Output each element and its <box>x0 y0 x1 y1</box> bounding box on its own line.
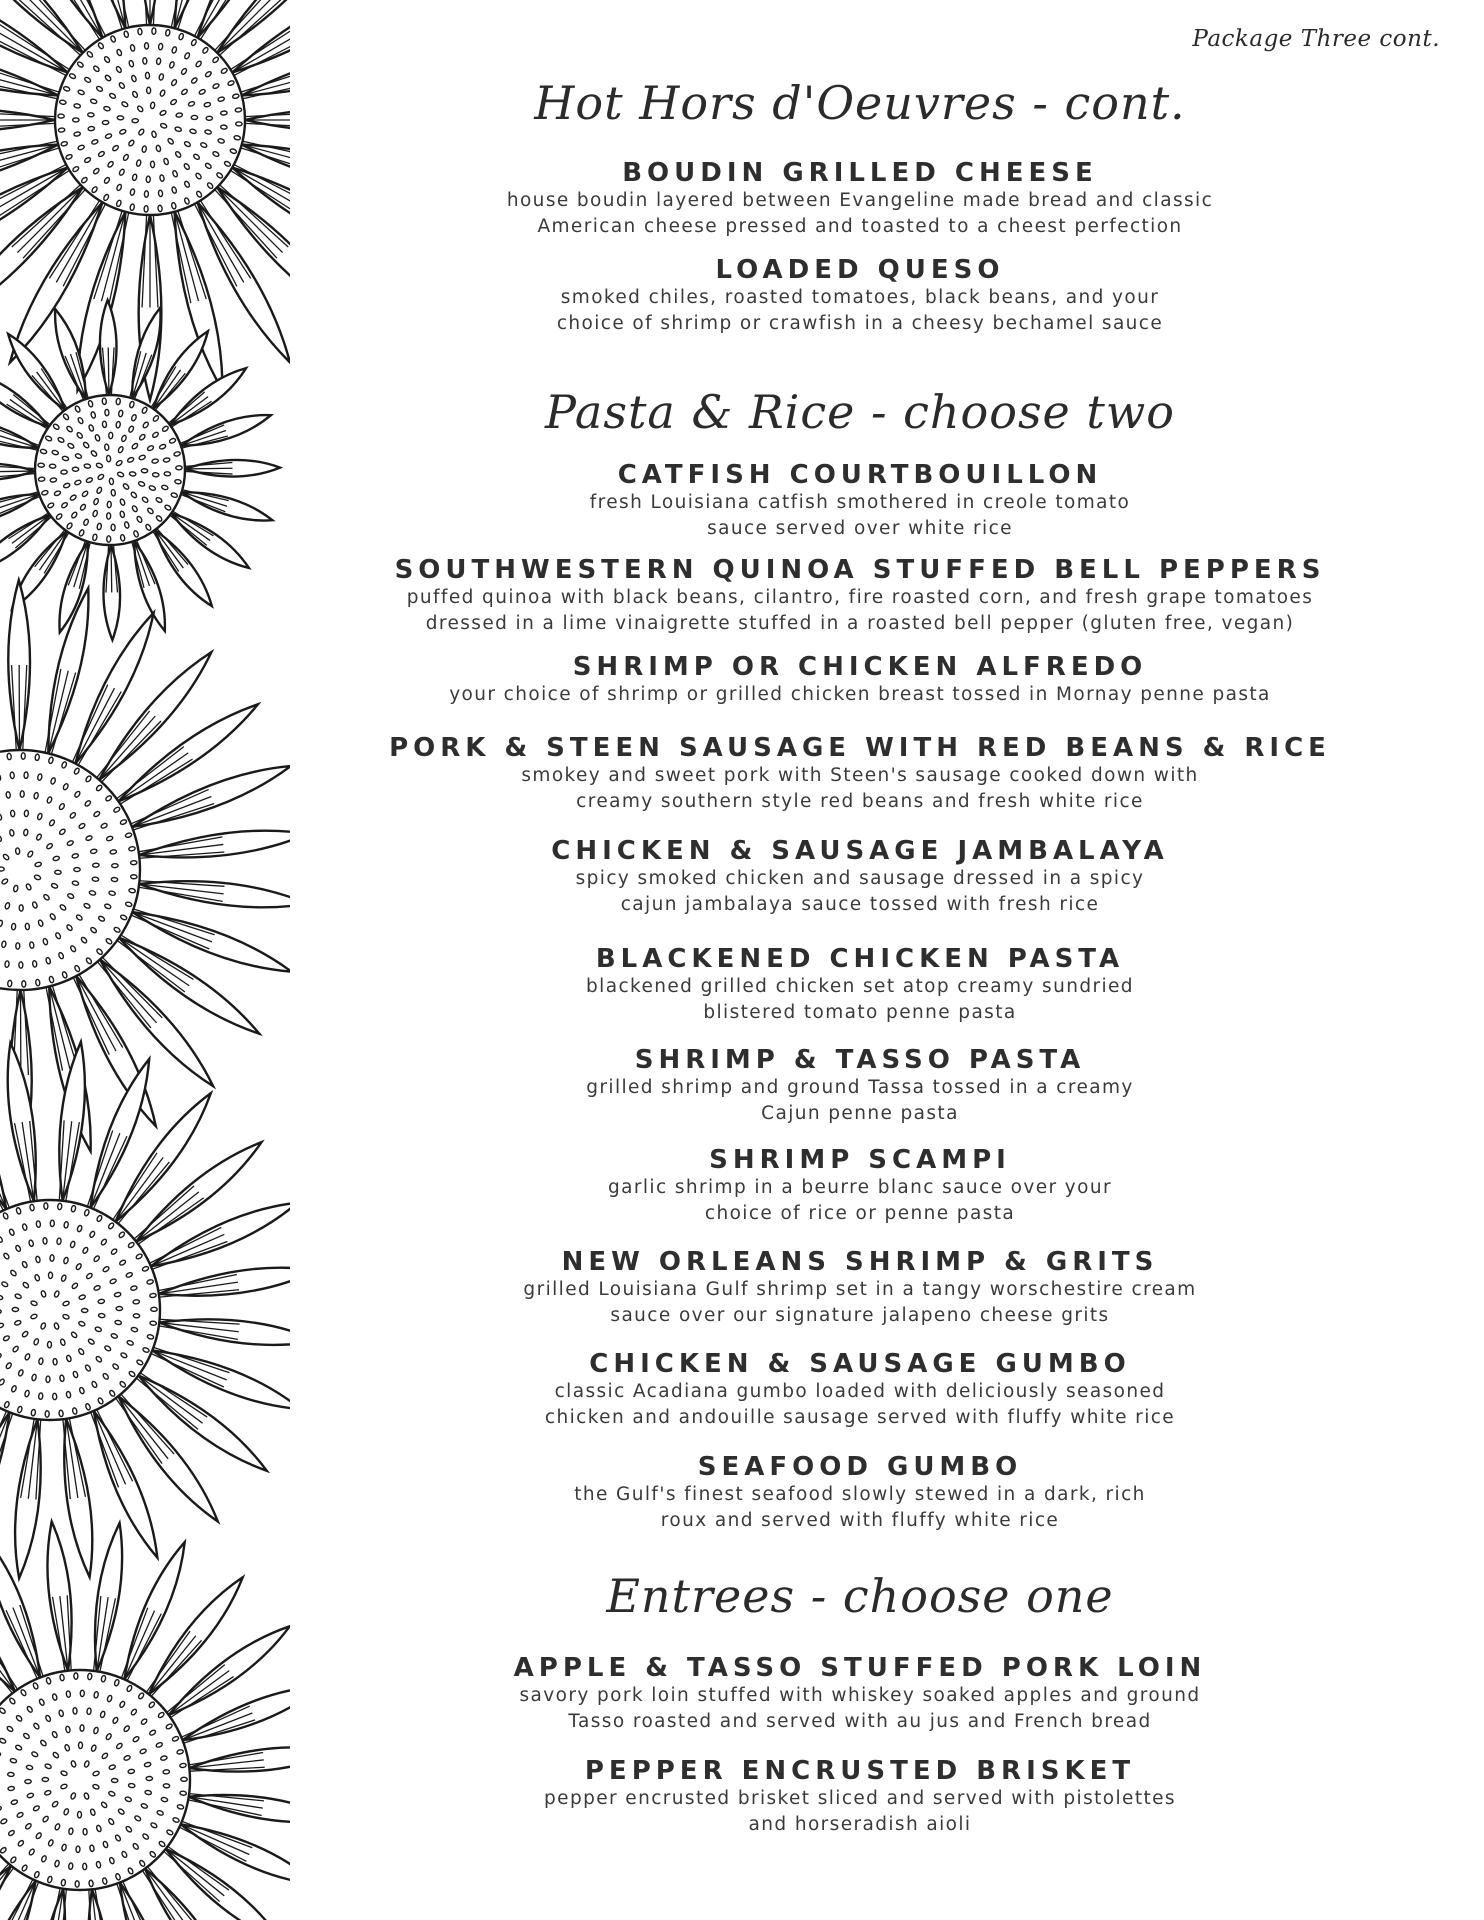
item-name: SHRIMP SCAMPI <box>709 1145 1011 1175</box>
menu-item <box>340 1247 1380 1329</box>
item-description <box>340 1482 1380 1534</box>
description-line: sauce over our signature jalapeno cheese grits <box>610 1305 1110 1326</box>
item-description <box>340 490 1380 542</box>
description-line: cajun jambalaya sauce tossed with fresh rice <box>620 894 1100 915</box>
item-description <box>340 1683 1380 1735</box>
item-description <box>340 1277 1380 1329</box>
description-line: dressed in a lime vinaigrette stuffed in a roasted bell pepper (gluten free, vegan) <box>425 613 1295 634</box>
sunflower-icon <box>0 1522 290 1920</box>
description-line: pepper encrusted brisket sliced and served with pistolettes <box>544 1788 1176 1809</box>
description-line: Tasso roasted and served with au jus and French bread <box>568 1711 1152 1732</box>
menu-item <box>340 1045 1380 1127</box>
menu-item <box>340 460 1380 542</box>
description-line: grilled Louisiana Gulf shrimp set in a tangy worschestire cream <box>523 1279 1197 1300</box>
item-name: SOUTHWESTERN QUINOA STUFFED BELL PEPPERS <box>394 555 1326 585</box>
item-description <box>340 866 1380 918</box>
description-line: chicken and andouille sausage served with fluffy white rice <box>544 1407 1176 1428</box>
menu-item <box>340 1349 1380 1431</box>
item-name: PEPPER ENCRUSTED BRISKET <box>584 1756 1136 1786</box>
menu-item <box>340 1145 1380 1227</box>
description-line: sauce served over white rice <box>707 518 1013 539</box>
description-line: American cheese pressed and toasted to a cheest perfection <box>537 216 1183 237</box>
description-line: puffed quinoa with black beans, cilantro, fire roasted corn, and fresh grape tomatoes <box>406 587 1314 608</box>
item-description <box>340 585 1380 637</box>
menu-item <box>340 158 1380 240</box>
sunflower-border-icon <box>0 0 290 1920</box>
item-description <box>340 285 1380 337</box>
section-title-pasta-rice: Pasta & Rice - choose two <box>545 385 1175 439</box>
item-name: BLACKENED CHICKEN PASTA <box>595 944 1125 974</box>
description-line: your choice of shrimp or grilled chicken breast tossed in Mornay penne pasta <box>449 684 1271 705</box>
description-line: savory pork loin stuffed with whiskey soaked apples and ground <box>519 1685 1201 1706</box>
description-line: the Gulf's finest seafood slowly stewed in a dark, rich <box>574 1484 1146 1505</box>
item-name: APPLE & TASSO STUFFED PORK LOIN <box>513 1653 1207 1683</box>
item-description <box>340 1786 1380 1838</box>
item-name: CHICKEN & SAUSAGE JAMBALAYA <box>551 836 1169 866</box>
item-description <box>340 682 1380 708</box>
menu-item <box>340 555 1380 637</box>
menu-item <box>340 1756 1380 1838</box>
menu-item <box>340 944 1380 1026</box>
description-line: and horseradish aioli <box>748 1814 972 1835</box>
menu-item <box>340 836 1380 918</box>
description-line: smokey and sweet pork with Steen's sausage cooked down with <box>521 765 1199 786</box>
description-line: spicy smoked chicken and sausage dressed in a spicy <box>575 868 1145 889</box>
item-description <box>340 974 1380 1026</box>
item-name: SEAFOOD GUMBO <box>697 1452 1023 1482</box>
item-description <box>340 763 1380 815</box>
description-line: blistered tomato penne pasta <box>703 1002 1017 1023</box>
menu-item <box>340 255 1380 337</box>
description-line: classic Acadiana gumbo loaded with deliciously seasoned <box>554 1381 1166 1402</box>
item-name: SHRIMP & TASSO PASTA <box>634 1045 1086 1075</box>
description-line: grilled shrimp and ground Tassa tossed in a creamy <box>586 1077 1134 1098</box>
item-name: SHRIMP OR CHICKEN ALFREDO <box>572 652 1148 682</box>
item-description <box>340 1379 1380 1431</box>
item-name: LOADED QUESO <box>715 255 1005 285</box>
item-name: CATFISH COURTBOUILLON <box>617 460 1103 490</box>
description-line: choice of rice or penne pasta <box>704 1203 1016 1224</box>
description-line: house boudin layered between Evangeline made bread and classic <box>506 190 1214 211</box>
item-name: NEW ORLEANS SHRIMP & GRITS <box>561 1247 1159 1277</box>
description-line: blackened grilled chicken set atop creamy sundried <box>586 976 1134 997</box>
menu-item <box>340 733 1380 815</box>
menu-item <box>340 1653 1380 1735</box>
description-line: garlic shrimp in a beurre blanc sauce over your <box>608 1177 1112 1198</box>
description-line: Cajun penne pasta <box>761 1103 959 1124</box>
section-title-entrees: Entrees - choose one <box>606 1569 1114 1623</box>
item-name: BOUDIN GRILLED CHEESE <box>622 158 1098 188</box>
menu-item <box>340 1452 1380 1534</box>
item-description <box>340 1075 1380 1127</box>
item-description <box>340 1175 1380 1227</box>
description-line: fresh Louisiana catfish smothered in creole tomato <box>589 492 1131 513</box>
description-line: creamy southern style red beans and fresh white rice <box>576 791 1144 812</box>
description-line: roux and served with fluffy white rice <box>660 1510 1060 1531</box>
description-line: choice of shrimp or crawfish in a cheesy bechamel sauce <box>556 313 1164 334</box>
menu-item <box>340 652 1380 708</box>
section-title-hot-hors-doeuvres: Hot Hors d'Oeuvres - cont. <box>534 76 1186 130</box>
item-description <box>340 188 1380 240</box>
package-label: Package Three cont. <box>1192 26 1440 52</box>
description-line: smoked chiles, roasted tomatoes, black beans, and your <box>560 287 1160 308</box>
sunflower-icon <box>0 300 280 640</box>
sunflower-icon <box>0 1042 290 1578</box>
item-name: CHICKEN & SAUSAGE GUMBO <box>589 1349 1131 1379</box>
item-name: PORK & STEEN SAUSAGE WITH RED BEANS & RICE <box>389 733 1331 763</box>
